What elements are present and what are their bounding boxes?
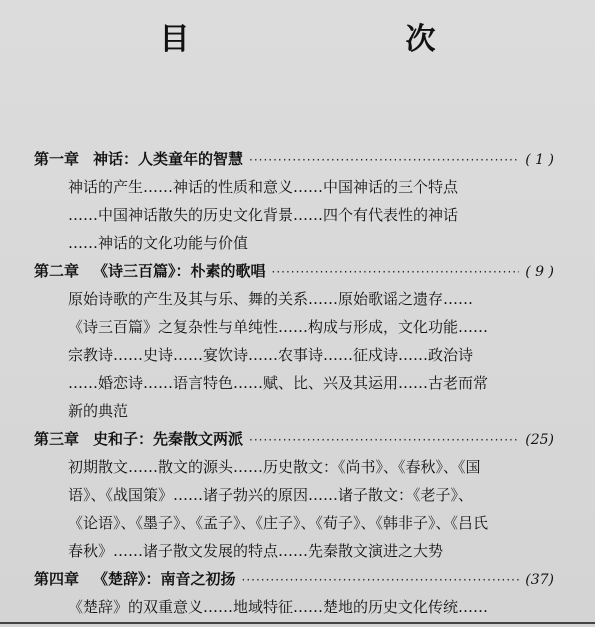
chapter-page-number: ( 9 ) (525, 264, 554, 280)
chapter-number: 第三章 (34, 430, 80, 448)
toc-subentry: 《论语》、《墨子》、《孟子》、《庄子》、《荀子》、《韩非子》、《吕氏 (68, 514, 489, 532)
chapter-number: 第二章 (34, 262, 80, 280)
toc-subentry: 新的典范 (68, 402, 129, 420)
toc-subentry: ……婚恋诗……语言特色……赋、比、兴及其运用……古老而常 (68, 374, 489, 392)
toc-subentry: 神话的产生……神话的性质和意义……中国神话的三个特点 (68, 178, 459, 196)
chapter-page-number: (37) (525, 572, 554, 588)
toc-chapter-2 (34, 257, 554, 285)
toc-subentry: 语》、《战国策》……诸子勃兴的原因……诸子散文：《老子》、 (68, 486, 474, 504)
dot-leader (272, 258, 520, 286)
toc-subentry: ……神话的文化功能与价值 (68, 234, 249, 252)
chapter-title: 史和子：先秦散文两派 (93, 430, 244, 448)
toc-subentry: 初期散文……散文的源头……历史散文：《尚书》、《春秋》、《国 (68, 458, 481, 476)
chapter-page-number: ( 1 ) (525, 152, 554, 168)
chapter-title: 神话：人类童年的智慧 (93, 150, 244, 168)
page-title: 目 次 (159, 22, 488, 57)
table-of-contents (34, 145, 554, 621)
toc-subentry: 宗教诗……史诗……宴饮诗……农事诗……征戍诗……政治诗 (68, 346, 474, 364)
toc-subentry: 《诗三百篇》之复杂性与单纯性……构成与形成，文化功能…… (68, 318, 489, 336)
toc-subentry: ……中国神话散失的历史文化背景……四个有代表性的神话 (68, 206, 459, 224)
chapter-page-number: (25) (525, 432, 554, 448)
dot-leader (249, 426, 519, 454)
chapter-title: 《楚辞》：南音之初扬 (93, 570, 236, 588)
chapter-number: 第一章 (34, 150, 80, 168)
toc-chapter-3 (34, 425, 554, 453)
dot-leader (249, 146, 519, 174)
toc-subentry: 春秋》……诸子散文发展的特点……先秦散文演进之大势 (68, 542, 444, 560)
page-divider (0, 622, 595, 624)
dot-leader (242, 566, 520, 594)
chapter-title: 《诗三百篇》：朴素的歌唱 (93, 262, 266, 280)
toc-subentry: 原始诗歌的产生及其与乐、舞的关系……原始歌谣之遗存…… (68, 290, 474, 308)
toc-chapter-1 (34, 145, 554, 173)
toc-chapter-4 (34, 565, 554, 593)
chapter-number: 第四章 (34, 570, 80, 588)
toc-subentry: 《楚辞》的双重意义……地域特征……楚地的历史文化传统…… (68, 598, 489, 616)
